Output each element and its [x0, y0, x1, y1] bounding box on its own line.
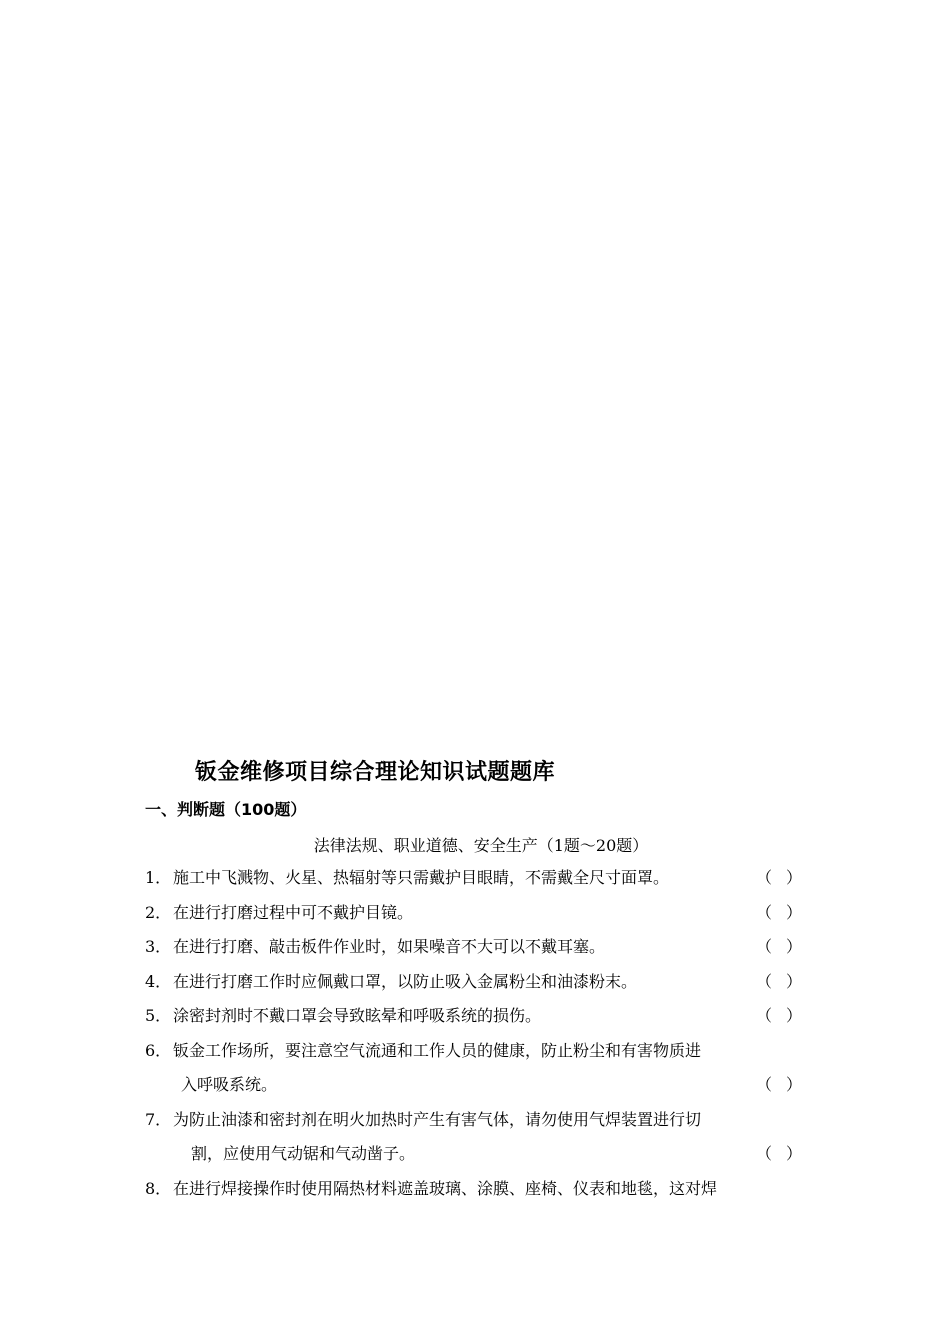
question-text: 在进行打磨、敲击板件作业时，如果噪音不大可以不戴耳塞。 — [173, 937, 606, 956]
question-text-continuation: 入呼吸系统。 — [181, 1075, 278, 1094]
section-heading: 一、判断题（100题） — [145, 800, 307, 819]
answer-blank[interactable] — [756, 866, 802, 890]
question-item — [145, 1004, 810, 1039]
question-continuation — [145, 1142, 810, 1177]
question-number: 2． — [145, 902, 172, 922]
blank-open: （ — [756, 902, 773, 922]
question-text: 在进行打磨过程中可不戴护目镜。 — [173, 902, 414, 922]
blank-close: ） — [785, 1075, 802, 1094]
question-text: 为防止油漆和密封剂在明火加热时产生有害气体，请勿使用气焊装置进行切 — [173, 1109, 702, 1129]
blank-close: ） — [785, 971, 802, 991]
answer-blank[interactable] — [756, 970, 802, 994]
subsection-heading — [0, 833, 950, 856]
blank-close: ） — [785, 902, 802, 922]
question-number: 5． — [145, 1006, 172, 1025]
question-number: 8． — [145, 1178, 172, 1198]
blank-close: ） — [785, 1006, 802, 1025]
question-number: 1． — [145, 868, 172, 887]
blank-open: （ — [756, 1075, 773, 1094]
question-number: 3． — [145, 937, 172, 956]
question-text: 在进行焊接操作时使用隔热材料遮盖玻璃、涂膜、座椅、仪表和地毯，这对焊 — [173, 1178, 718, 1198]
blank-open: （ — [756, 1006, 773, 1025]
subsection-heading-text: 法律法规、职业道德、安全生产（1题～20题） — [313, 836, 649, 855]
question-text: 涂密封剂时不戴口罩会导致眩晕和呼吸系统的损伤。 — [173, 1006, 542, 1025]
blank-open: （ — [756, 868, 773, 887]
answer-blank[interactable] — [756, 1142, 802, 1166]
question-list — [145, 866, 810, 1211]
question-item — [145, 970, 810, 1005]
question-text: 钣金工作场所，要注意空气流通和工作人员的健康，防止粉尘和有害物质进 — [173, 1040, 702, 1060]
blank-open: （ — [756, 1144, 773, 1163]
question-item — [145, 1108, 810, 1143]
answer-blank[interactable] — [756, 1004, 802, 1028]
question-item — [145, 866, 810, 901]
question-item — [145, 1177, 810, 1212]
blank-close: ） — [785, 1144, 802, 1163]
question-number: 7． — [145, 1109, 172, 1129]
document-title: 钣金维修项目综合理论知识试题题库 — [195, 760, 556, 785]
answer-blank[interactable] — [756, 1073, 802, 1097]
question-item — [145, 901, 810, 936]
question-item — [145, 935, 810, 970]
question-item — [145, 1039, 810, 1074]
question-text: 施工中飞溅物、火星、热辐射等只需戴护目眼睛，不需戴全尺寸面罩。 — [173, 868, 670, 887]
question-number: 4． — [145, 971, 172, 991]
blank-open: （ — [756, 971, 773, 991]
answer-blank[interactable] — [756, 935, 802, 959]
answer-blank[interactable] — [756, 901, 802, 925]
blank-open: （ — [756, 937, 773, 956]
question-text: 在进行打磨工作时应佩戴口罩，以防止吸入金属粉尘和油漆粉末。 — [173, 971, 638, 991]
question-continuation — [145, 1073, 810, 1108]
blank-close: ） — [785, 868, 802, 887]
question-number: 6． — [145, 1040, 172, 1060]
blank-close: ） — [785, 937, 802, 956]
question-text-continuation: 割，应使用气动锯和气动凿子。 — [191, 1144, 416, 1163]
